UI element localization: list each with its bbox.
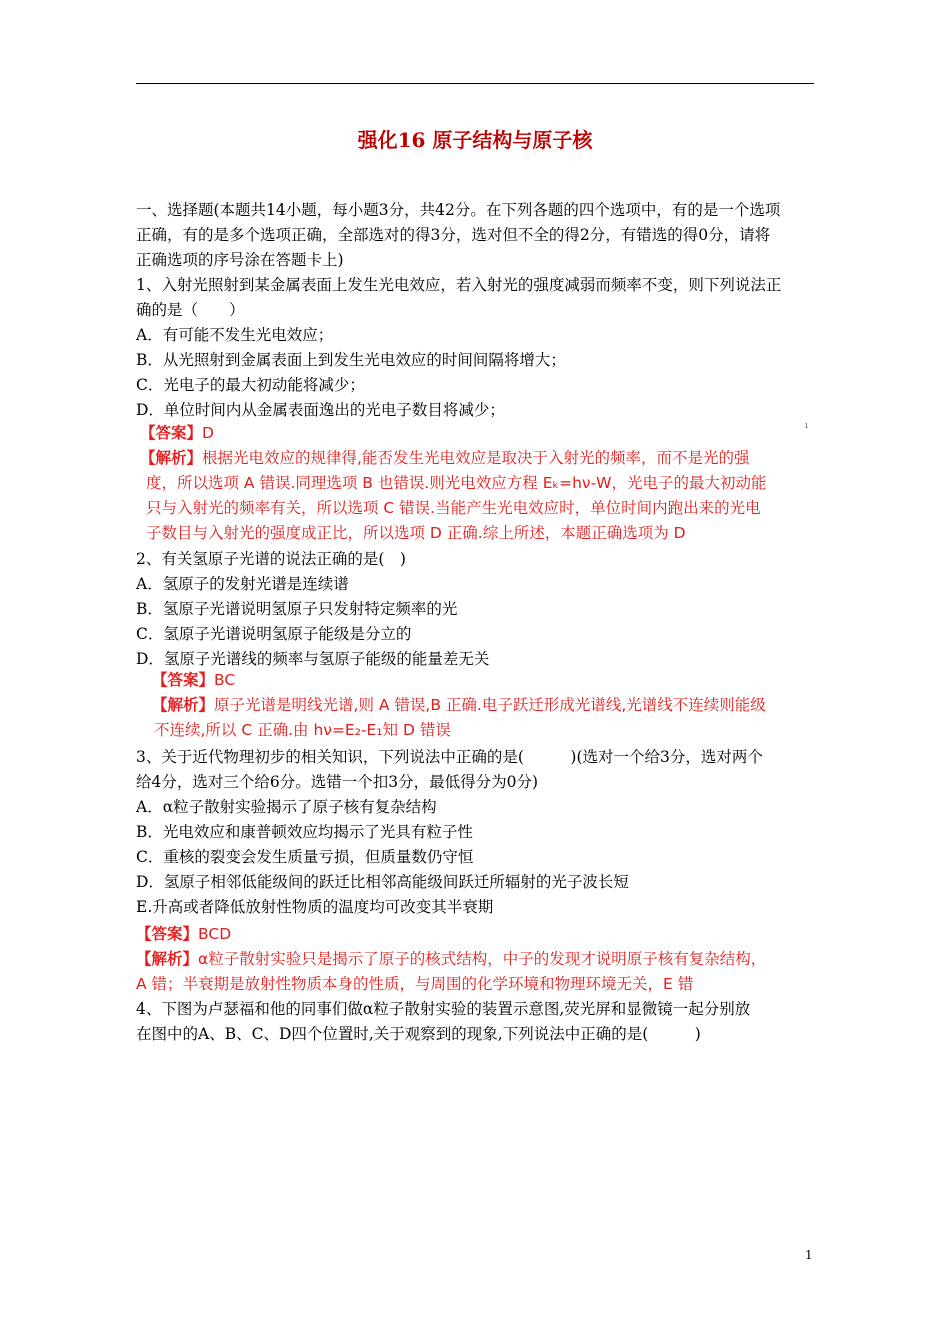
option-d: D．单位时间内从金属表面逸出的光电子数目将减少； — [136, 401, 505, 419]
option-d: D．氢原子光谱线的频率与氢原子能级的能量差无关 — [136, 650, 490, 668]
analysis-tag: 【解析】 — [152, 696, 215, 714]
question-stem: 3、关于近代物理初步的相关知识，下列说法中正确的是( )(选对一个给3分，选对两个 — [136, 748, 763, 766]
analysis-line: 不连续,所以 C 正确.由 hν=E₂-E₁知 D 错误 — [154, 721, 451, 739]
option-a: A．α粒子散射实验揭示了原子核有复杂结构 — [136, 798, 437, 816]
intro-line: 正确选项的序号涂在答题卡上) — [136, 251, 344, 269]
analysis-line: 只与入射光的频率有关，所以选项 C 错误.当能产生光电效应时，单位时间内跑出来的光电 — [146, 499, 761, 517]
analysis-line: 根据光电效应的规律得,能否发生光电效应是取决于入射光的频率，而不是光的强 — [202, 449, 750, 467]
question-stem: 确的是（ ） — [136, 301, 245, 319]
header-rule — [136, 83, 814, 84]
analysis-line: 原子光谱是明线光谱,则 A 错误,B 正确.电子跃迁形成光谱线,光谱线不连续则能级 — [214, 696, 766, 714]
answer-1 — [140, 421, 830, 446]
analysis-tag: 【解析】 — [136, 950, 199, 968]
question-stem: 1、入射光照射到某金属表面上发生光电效应，若入射光的强度减弱而频率不变，则下列说法正 — [136, 276, 782, 294]
stray-mark: ı — [805, 421, 808, 431]
option-c: C．重核的裂变会发生质量亏损，但质量数仍守恒 — [136, 848, 474, 866]
option-c: C．氢原子光谱说明氢原子能级是分立的 — [136, 625, 412, 643]
option-d: D．氢原子相邻低能级间的跃迁比相邻高能级间跃迁所辐射的光子波长短 — [136, 873, 629, 891]
question-stem: 在图中的A、B、C、D四个位置时,关于观察到的现象,下列说法中正确的是( ) — [136, 1025, 701, 1043]
option-b: B．从光照射到金属表面上到发生光电效应的时间间隔将增大； — [136, 351, 566, 369]
analysis-line: 度，所以选项 A 错误.同理选项 B 也错误.则光电效应方程 Eₖ=hν-W，光电子的最大初动能 — [146, 474, 767, 492]
page-title: 强化16 原子结构与原子核 — [357, 128, 593, 152]
option-e: E.升高或者降低放射性物质的温度均可改变其半衰期 — [136, 898, 494, 916]
answer-value: BC — [214, 671, 236, 689]
intro-line: 一、选择题(本题共14小题，每小题3分，共42分。在下列各题的四个选项中，有的是一个选项 — [136, 201, 781, 219]
analysis-3 — [136, 947, 826, 997]
analysis-1 — [140, 446, 830, 546]
answer-tag: 【答案】 — [136, 925, 199, 943]
page-number: 1 — [805, 1248, 813, 1262]
option-a: A．氢原子的发射光谱是连续谱 — [136, 575, 349, 593]
question-2 — [136, 547, 826, 672]
question-stem: 给4分，选对三个给6分。选错一个扣3分，最低得分为0分) — [136, 773, 538, 791]
option-c: C．光电子的最大初动能将减少； — [136, 376, 365, 394]
analysis-line: A 错；半衰期是放射性物质本身的性质，与周围的化学环境和物理环境无关，E 错 — [136, 975, 694, 993]
question-stem: 4、下图为卢瑟福和他的同事们做α粒子散射实验的装置示意图,荧光屏和显微镜一起分别放 — [136, 1000, 751, 1018]
question-stem: 2、有关氢原子光谱的说法正确的是( ) — [136, 550, 406, 568]
analysis-line: α粒子散射实验只是揭示了原子的核式结构，中子的发现才说明原子核有复杂结构， — [198, 950, 767, 968]
question-3 — [136, 745, 826, 920]
answer-value: BCD — [198, 925, 232, 943]
analysis-2 — [152, 693, 842, 743]
answer-tag: 【答案】 — [152, 671, 215, 689]
analysis-tag: 【解析】 — [140, 449, 203, 467]
answer-value: D — [202, 424, 214, 442]
intro-line: 正确，有的是多个选项正确，全部选对的得3分，选对但不全的得2分，有错选的得0分，请将 — [136, 226, 771, 244]
option-b: B．光电效应和康普顿效应均揭示了光具有粒子性 — [136, 823, 473, 841]
question-4 — [136, 997, 826, 1047]
section-intro — [136, 198, 826, 273]
question-1 — [136, 273, 826, 423]
answer-tag: 【答案】 — [140, 424, 203, 442]
answer-2 — [152, 668, 842, 693]
option-b: B．氢原子光谱说明氢原子只发射特定频率的光 — [136, 600, 458, 618]
option-a: A．有可能不发生光电效应； — [136, 326, 334, 344]
analysis-line: 子数目与入射光的强度成正比，所以选项 D 正确.综上所述，本题正确选项为 D — [146, 524, 686, 542]
answer-3 — [136, 922, 826, 947]
